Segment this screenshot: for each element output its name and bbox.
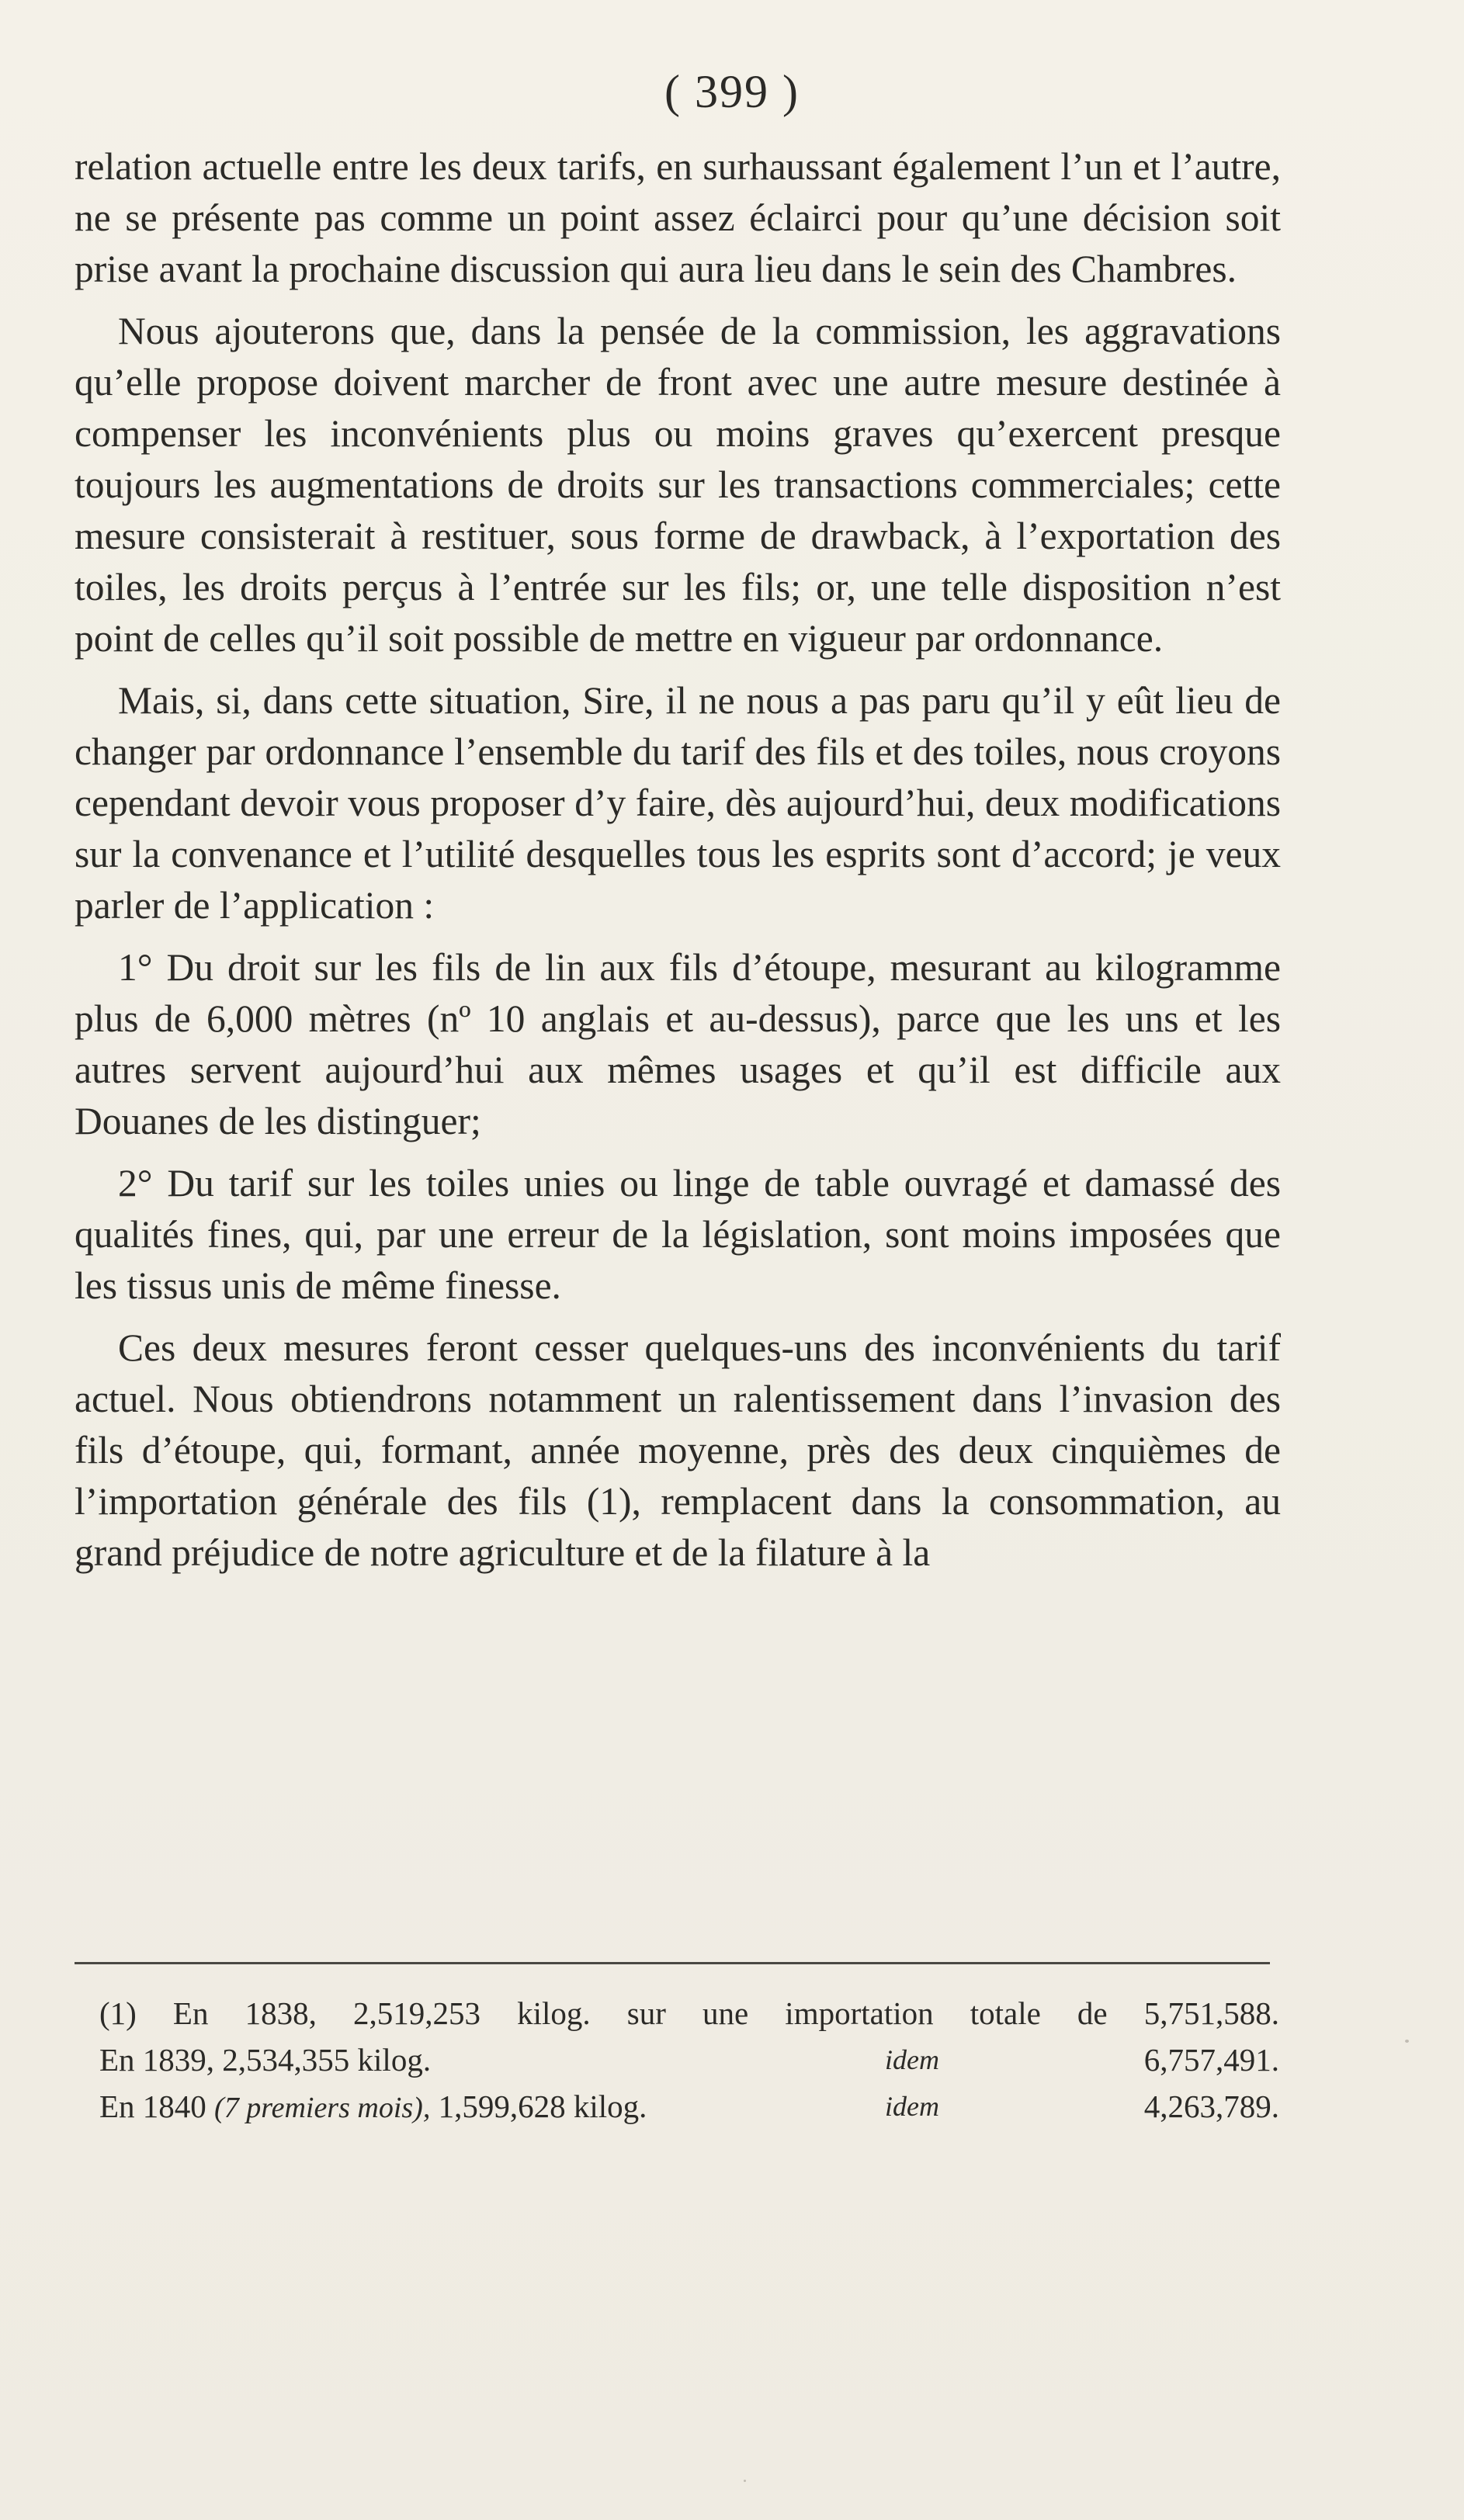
body-text [75, 141, 1281, 1589]
footnote-row-1840 [99, 2083, 1279, 2130]
footnote-1839-idem: idem [885, 2044, 939, 2075]
paragraph-proposal: Mais, si, dans cette situation, Sire, il ne nous a pas paru qu’il y eût lieu de changer par ordonnance l’ensemble du tarif des fils et des toiles, nous croyons cependant devoir vous proposer d’y faire, dès aujourd’hui, deux modifications sur la convenance et l’utilité desquelles tous les esprits sont d’accord; je veux parler de l’application : [75, 679, 1281, 927]
paper-speck [1405, 2040, 1409, 2043]
page-number: ( 399 ) [664, 66, 800, 117]
paragraph-item-2: 2° Du tarif sur les toiles unies ou linge de table ouvragé et damassé des qualités fines, qui, par une erreur de la législation, sont moins imposées que les tissus unis de même finesse. [75, 1162, 1281, 1307]
paragraph-item-1: 1° Du droit sur les fils de lin aux fils d’étoupe, mesurant au kilogramme plus de 6,000 mètres (nº 10 anglais et au-dessus), parce que les uns et les autres servent aujourd’hui aux mêmes usages et qu’il est difficile aux Douanes de les distinguer; [75, 946, 1281, 1142]
footnotes [99, 1990, 1279, 2130]
footnote-1840-year: En 1840 [99, 2088, 215, 2124]
paragraph-commission: Nous ajouterons que, dans la pensée de la commission, les aggravations qu’elle propose doivent marcher de front avec une autre mesure destinée à compenser les inconvénients plus ou moins graves qu’exercent presque toujours les augmentations de droits sur les transactions commerciales; cette mesure consisterait à restituer, sous forme de drawback, à l’exportation des toiles, les droits perçus à l’entrée sur les fils; or, une telle disposition n’est point de celles qu’il soit possible de mettre en vigueur par ordonnance. [75, 310, 1281, 660]
footnote-row-1839 [99, 2036, 1279, 2083]
footnote-1840-lead [99, 2083, 647, 2131]
footnote-row-1838 [99, 1990, 1279, 2036]
footnote-1839-total: 6,757,491. [1143, 2042, 1279, 2078]
footnote-1838-text: (1) En 1838, 2,519,253 kilog. sur une importation totale de 5,751,588. [99, 1995, 1279, 2031]
paragraph-continuation: relation actuelle entre les deux tarifs, en surhaussant également l’un et l’autre, ne se présente pas comme un point assez éclairci pour qu’une décision soit prise avant la prochaine discussion qui aura lieu dans le sein des Chambres. [75, 145, 1281, 290]
footnote-1840-amount: 1,599,628 kilog. [430, 2088, 647, 2124]
paper-speck [744, 2480, 746, 2482]
footnote-1840-idem: idem [885, 2091, 939, 2122]
paragraph-consequences: Ces deux mesures feront cesser quelques-uns des inconvénients du tarif actuel. Nous obtiendrons notamment un ralentissement dans l’invasion des fils d’étoupe, qui, formant, année moyenne, près des deux cinquièmes de l’importation générale des fils (1), remplacent dans la consommation, au grand préjudice de notre agriculture et de la filature à la [75, 1326, 1281, 1574]
footnote-1840-period: (7 premiers mois), [214, 2092, 431, 2124]
footnote-separator [75, 1962, 1270, 1964]
footnote-1840-total: 4,263,789. [1143, 2088, 1279, 2124]
footnote-1839-lead: En 1839, 2,534,355 kilog. [99, 2042, 432, 2078]
